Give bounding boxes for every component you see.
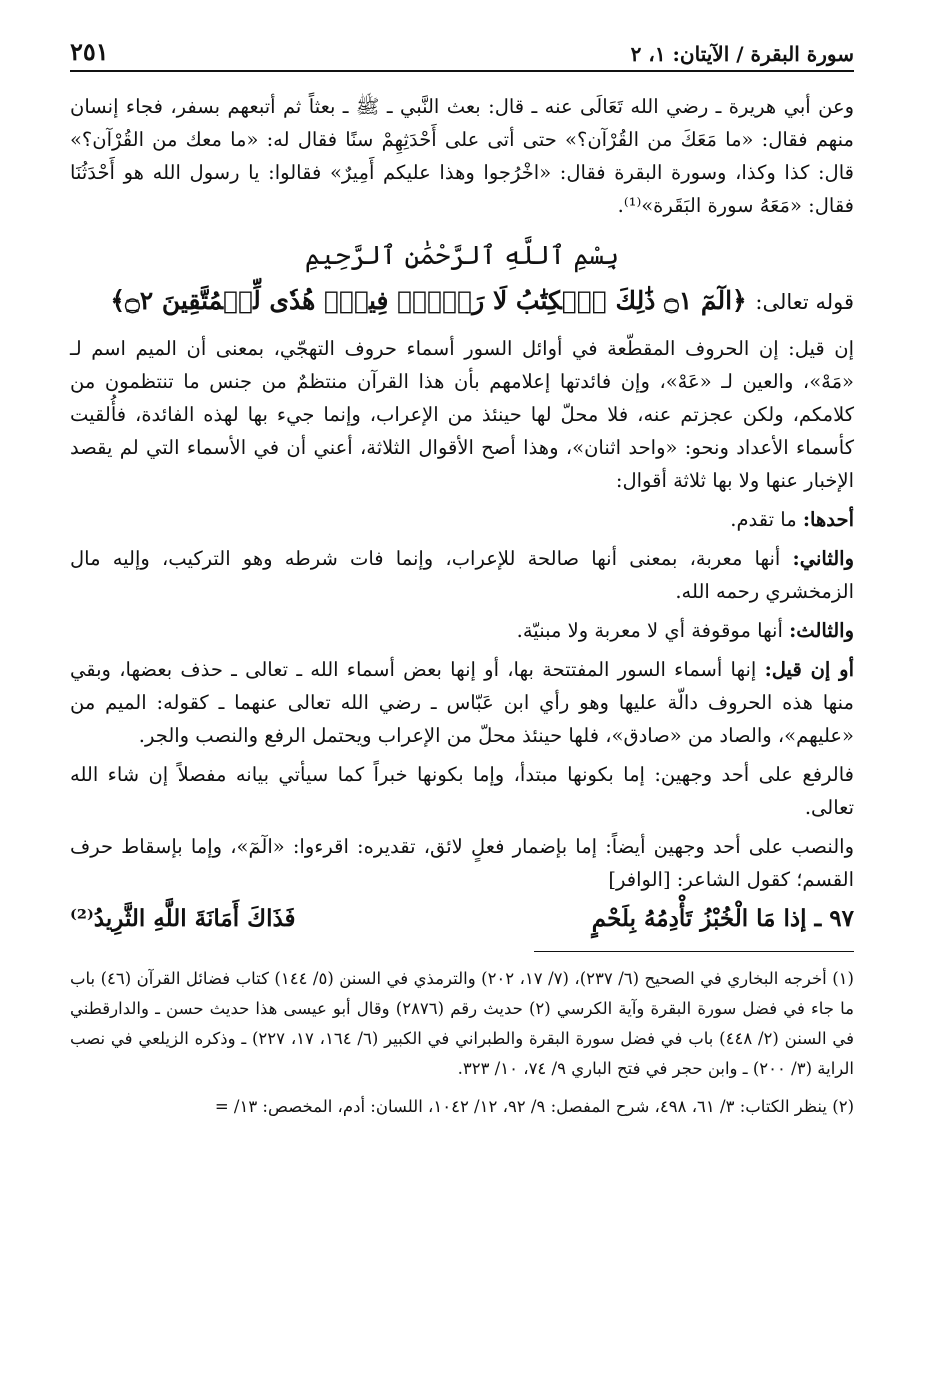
- running-title: سورة البقرة / الآيتان: ١، ٢: [630, 42, 854, 66]
- running-head: [70, 32, 854, 72]
- ayah-line: [70, 281, 854, 322]
- alternative-text: إنها أسماء السور المفتتحة بها، أو إنها بعض أسماء الله ـ تعالى ـ حذف بعضها، وبقي منها هذه الحروف دالّة عليها وهو رأي ابن عَبّاس ـ رضي الله تعالى عنهما ـ كقوله: الميم من «عليهم»، والصاد من «صادق»، فلها حينئذ محلّ من الإعراب ويحتمل الرفع والنصب والجر.: [70, 658, 854, 747]
- third-opinion: [70, 614, 854, 647]
- ayah-text: ﴿الٓمٓ ۝١ ذَٰلِكَ ٱلۡكِتَٰبُ لَا رَيۡبَۛ فِيهِۛ هُدٗى لِّلۡمُتَّقِينَ ۝٢﴾: [110, 286, 747, 315]
- first-opinion-text: ما تقدم.: [730, 508, 797, 531]
- third-opinion-label: والثالث:: [789, 619, 854, 642]
- raf-paragraph: فالرفع على أحد وجهين: إما بكونها مبتدأ، وإما بكونها خبراً كما سيأتي بيانه مفصلاً إن شاء الله تعالى.: [70, 763, 854, 819]
- main-text: [70, 90, 854, 935]
- alternative-opinion: [70, 653, 854, 752]
- ayah-lead: قوله تعالى:: [755, 290, 854, 314]
- nasb-paragraph: والنصب على أحد وجهين أيضاً: إما بإضمار فعلٍ لائق، تقديره: اقرءوا: «الٓمٓ»، وإما بإسقاط حرف القسم؛ كقول الشاعر: [الوافر]: [70, 835, 854, 891]
- second-opinion-text: أنها معربة، بمعنى أنها صالحة للإعراب، وإنما فات شرطه وهو التركيب، وإليه مال الزمخشري رحمه الله.: [70, 547, 854, 603]
- book-page: [70, 32, 854, 1352]
- footnote-2: (٢) ينظر الكتاب: ٣/ ٦١، ٤٩٨، شرح المفصل: ٩/ ٩٢، ١٢/ ١٠٤٢، اللسان: أدم، المخصص: ١٣/ =: [214, 1097, 854, 1116]
- first-opinion-label: أحدها:: [802, 508, 854, 531]
- commentary-paragraph: إن قيل: إن الحروف المقطّعة في أوائل السور أسماء حروف التهجّي، بمعنى أن الميم اسم لـ «مَهْ»، والعين لـ «عَهْ»، وإن فائدتها إعلامهم بأن هذا القرآن منتظمٌ من جنس ما تنتظمون من كلامكم، ولكن عجزتم عنه، فلا محلّ لها حينئذ من الإعراب، وإنما جيء بها لهذه الفائدة، فأُلقيت كأسماء الأعداد ونحو: «واحد اثنان»، وهذا أصح الأقوال الثلاثة، أعني أن في الأسماء التي لم يقصد الإخبار عنها ولا بها ثلاثة أقوال:: [70, 337, 854, 492]
- first-opinion: [70, 503, 854, 536]
- basmala: بِسْمِ ٱللَّهِ ٱلرَّحْمَٰنِ ٱلرَّحِيمِ: [304, 241, 620, 271]
- page-number: ٢٥١: [70, 37, 109, 66]
- second-opinion: [70, 542, 854, 608]
- footnote-divider: [534, 951, 854, 952]
- poem-verse: [70, 902, 854, 935]
- footnote-1: (١) أخرجه البخاري في الصحيح (٦/ ٢٣٧)، (٧/ ١٧، ٢٠٢) والترمذي في السنن (٥/ ١٤٤) كتاب فضائل القرآن (٤٦) باب ما جاء في فضل سورة البقرة وآية الكرسي (٢) حديث رقم (٢٨٧٦) وقال أبو عيسى هذا حديث حسن ـ والدارقطني في السنن (٢/ ٤٤٨) باب في فضل سورة البقرة والطبراني في الكبير (٦/ ١٦٤، ١٧، ٢٢٧) ـ وذكره الزيلعي في نصب الراية (٣/ ٢٠٠) ـ وابن حجر في فتح الباري ٩/ ٧٤، ١٠/ ٣٢٣.: [70, 969, 854, 1078]
- poem-hemistich-2: فَذَاكَ أَمَانَةَ اللَّهِ الثَّرِيدُ⁽²⁾: [70, 905, 296, 932]
- hadith-paragraph: وعن أبي هريرة ـ رضي الله تَعَالَى عنه ـ قال: بعث النَّبي ـ ﷺ ـ بعثاً ثم أتبعهم بسفر، فجاء إنسان منهم فقال: «ما مَعَكَ من القُرْآن؟» حتى أتى على أَحْدَثِهِمْ سنًا فقال له: «ما معك من القُرْآن؟» قال: كذا وكذا، وسورة البقرة فقال: «اخْرُجوا وهذا عليكم أَمِيرٌ» فقالوا: يا رسول الله هو أَحْدَثُنَا فقال: «مَعَهُ سورة البَقَرة»⁽¹⁾.: [70, 95, 854, 217]
- footnotes: [70, 964, 854, 1122]
- third-opinion-text: أنها موقوفة أي لا معربة ولا مبنيّة.: [516, 619, 783, 642]
- second-opinion-label: والثاني:: [792, 547, 854, 570]
- alternative-label: أو إن قيل:: [764, 658, 855, 681]
- poem-hemistich-1: ٩٧ ـ إذا مَا الْخُبْزُ تَأْدِمُهُ بِلَحْمٍ: [591, 905, 854, 932]
